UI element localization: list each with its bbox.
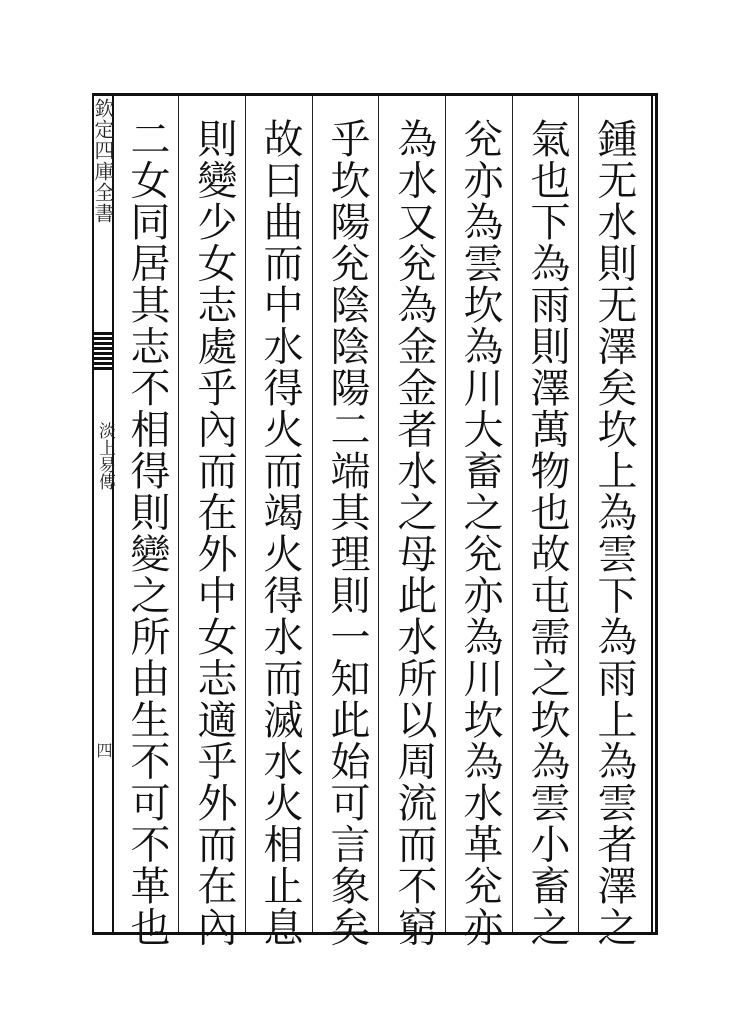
column-rule — [312, 96, 313, 932]
text-column-4: 為水又兊為金金者水之母此水所以周流而不窮 — [391, 118, 437, 948]
page-number: 四 — [94, 742, 113, 758]
text-column-1: 鍾无水則无澤矣坎上為雲下為雨上為雲者澤之 — [591, 118, 637, 948]
frame-double-rule — [651, 93, 653, 935]
text-column-2: 氣也下為雨則澤萬物也故屯需之坎為雲小畜之 — [524, 118, 570, 948]
text-column-8: 二女同居其志不相得則變之所由生不可不革也 — [124, 118, 170, 948]
text-column-7: 則變少女志處乎內而在外中女志適乎外而在內 — [191, 118, 237, 948]
fish-tail-mark — [94, 330, 112, 370]
column-rule — [178, 96, 179, 932]
text-column-3: 兊亦為雲坎為川大畜之兊亦為川坎為水革兊亦 — [457, 118, 503, 948]
page-frame — [92, 93, 658, 948]
column-rule — [512, 96, 513, 932]
column-rule — [378, 96, 379, 932]
text-column-5: 乎坎陽兊陰陰陽二端其理則一知此始可言象矣 — [324, 118, 370, 948]
volume-title: 淡上易傳 — [95, 422, 115, 490]
text-column-6: 故曰曲而中水得火而竭火得水而滅水火相止息 — [257, 118, 303, 948]
column-rule — [445, 96, 446, 932]
book-title: 欽定四庫全書 — [91, 98, 115, 224]
column-rule — [245, 96, 246, 932]
column-rule — [578, 96, 579, 932]
